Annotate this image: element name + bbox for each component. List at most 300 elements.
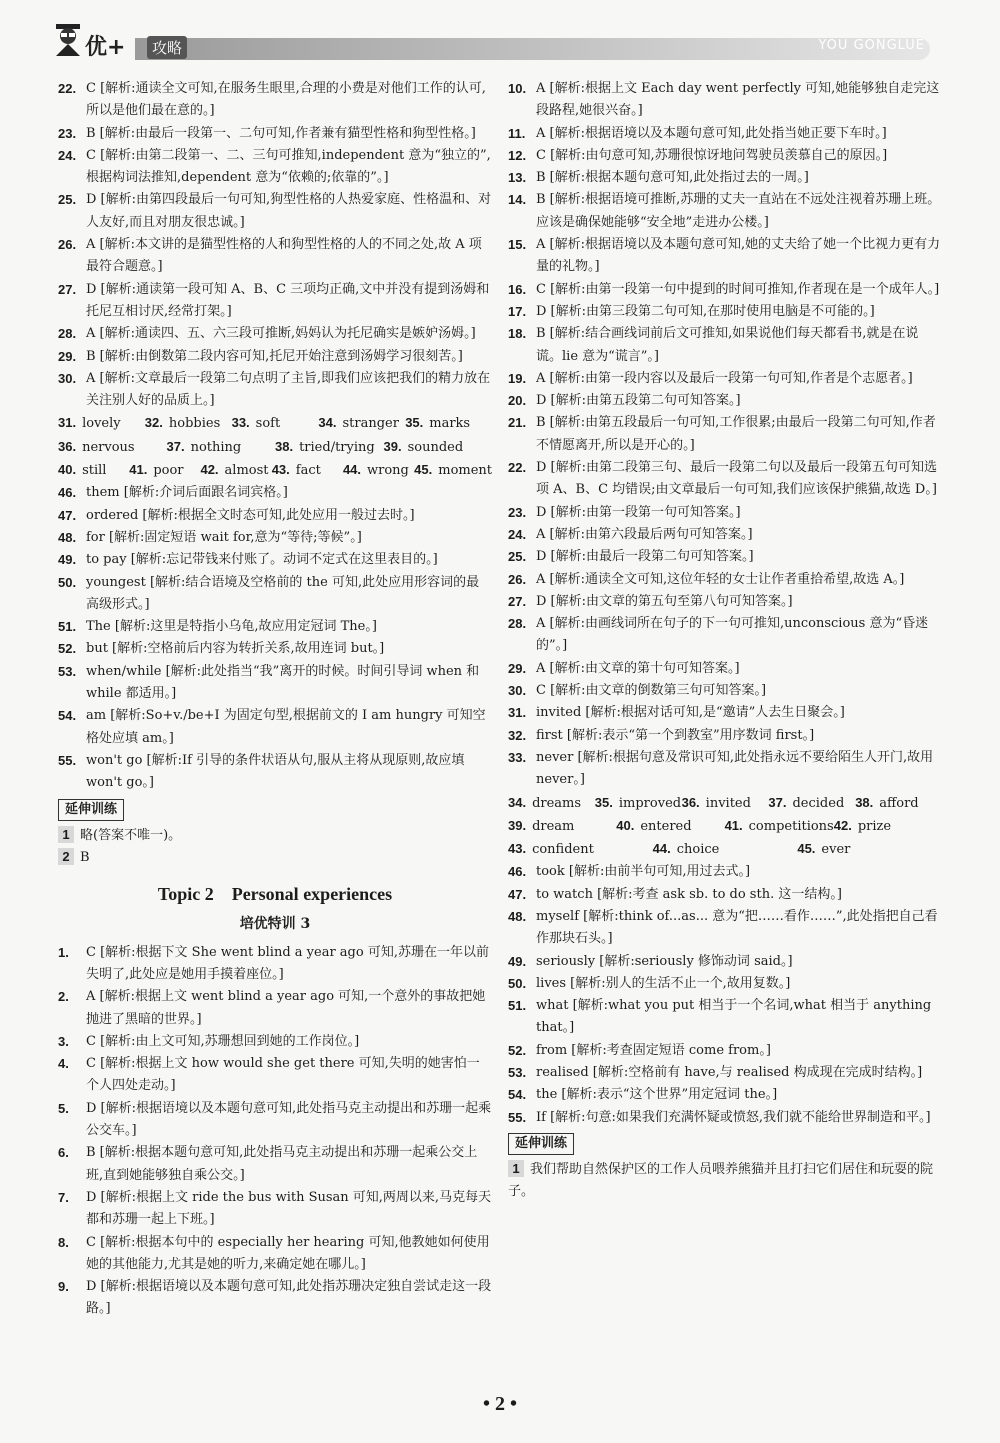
word-cell xyxy=(275,436,384,459)
word-row xyxy=(58,459,492,482)
answer-number: 15. xyxy=(508,237,527,253)
answer-text: D [解析:根据上文 ride the bus with Susan 可知,两周以来,马克每天都和苏珊一起上下班。] xyxy=(86,1189,492,1228)
word-cell xyxy=(595,792,682,815)
answer-item xyxy=(508,725,942,747)
word-value: lovely xyxy=(82,416,121,432)
word-value: tried/trying xyxy=(299,439,375,455)
word-value: wrong xyxy=(367,463,409,479)
word-number: 31. xyxy=(58,415,77,431)
word-number: 36. xyxy=(681,794,700,810)
answer-number: 31. xyxy=(508,705,527,721)
answer-item xyxy=(58,279,492,324)
answer-number: 22. xyxy=(508,460,527,476)
answer-number: 25. xyxy=(508,549,527,565)
answer-text: D [解析:由第一段第一句可知答案。] xyxy=(536,504,741,520)
answer-item xyxy=(508,1062,942,1084)
answer-text: from [解析:考查固定短语 come from。] xyxy=(536,1042,771,1058)
word-number: 33. xyxy=(231,415,250,431)
answer-text: B [解析:根据本题句意可知,此处指马克主动提出和苏珊一起乘公交上班,直到她能够独自乘公交。] xyxy=(86,1145,478,1183)
answer-text: B [解析:根据语境可推断,苏珊的丈夫一直站在不远处注视着苏珊上班。应该是确保她能够“安全地”走进办公楼。] xyxy=(536,192,941,230)
word-value: dream xyxy=(532,818,575,834)
answer-text: C [解析:通读全文可知,在服务生眼里,合理的小费是对他们工作的认可,所以是他们最在意的。] xyxy=(86,81,486,119)
answer-number: 21. xyxy=(508,415,527,431)
answer-text: C [解析:由第一段第一句中提到的时间可推知,作者现在是一个成年人。] xyxy=(536,281,940,297)
answer-number: 47. xyxy=(58,507,77,523)
word-row xyxy=(508,838,942,861)
answer-number: 24. xyxy=(508,526,527,542)
answer-item xyxy=(508,951,942,973)
answer-text: took [解析:由前半句可知,用过去式。] xyxy=(536,864,751,880)
answer-number: 28. xyxy=(58,326,77,342)
answer-item xyxy=(58,1098,492,1143)
answer-text: lives [解析:别人的生活不止一个,故用复数。] xyxy=(536,975,791,991)
answer-text: D [解析:由第四段最后一句可知,狗型性格的人热爱家庭、性格温和、对人友好,而且对朋友很忠诚。] xyxy=(86,192,492,230)
answer-number: 30. xyxy=(508,683,527,699)
answer-item xyxy=(58,1232,492,1277)
answer-number: 32. xyxy=(508,727,527,743)
answer-number: 54. xyxy=(508,1087,527,1103)
word-number: 32. xyxy=(144,415,163,431)
answer-number: 1. xyxy=(58,944,69,960)
extension-list-1 xyxy=(58,825,492,870)
answer-number: 26. xyxy=(58,237,77,253)
answer-list-5 xyxy=(508,861,942,1129)
answer-text: first [解析:表示“第一个到教室”用序数词 first。] xyxy=(536,727,815,743)
answer-number: 52. xyxy=(508,1042,527,1058)
answer-number: 23. xyxy=(58,125,77,141)
answer-text: C [解析:由上文可知,苏珊想回到她的工作岗位。] xyxy=(86,1033,360,1049)
answer-number: 17. xyxy=(508,303,527,319)
answer-item xyxy=(58,189,492,234)
brand-title: 优+ xyxy=(85,35,126,60)
word-number: 37. xyxy=(768,794,787,810)
word-value: dreams xyxy=(532,795,582,811)
word-cell xyxy=(318,412,405,435)
word-value: hobbies xyxy=(168,416,221,432)
answer-item xyxy=(508,167,942,189)
answer-text: B [解析:根据本题句意可知,此处指过去的一周。] xyxy=(536,170,809,186)
word-value: invited xyxy=(705,795,751,811)
answer-item xyxy=(58,750,492,795)
word-cell xyxy=(405,412,492,435)
answer-number: 13. xyxy=(508,170,527,186)
answer-number: 18. xyxy=(508,326,527,342)
word-number: 40. xyxy=(58,462,77,478)
answer-text: The [解析:这里是特指小乌龟,故应用定冠词 The。] xyxy=(86,619,377,635)
mascot-icon xyxy=(50,18,86,58)
word-number: 37. xyxy=(166,438,185,454)
answer-item xyxy=(508,412,942,457)
extension-text: B xyxy=(80,849,90,865)
word-number: 38. xyxy=(275,438,294,454)
answer-item xyxy=(58,527,492,549)
word-row xyxy=(508,792,942,815)
answer-item xyxy=(58,572,492,617)
answer-text: invited [解析:根据对话可知,是“邀请”人去生日聚会。] xyxy=(536,705,845,721)
answer-text: A [解析:根据语境以及本题句意可知,她的丈夫给了她一个比视力更有力量的礼物。] xyxy=(536,237,941,275)
answer-item xyxy=(508,658,942,680)
answer-text: D [解析:由最后一段第二句可知答案。] xyxy=(536,549,754,565)
word-number: 41. xyxy=(724,817,743,833)
word-cell xyxy=(58,436,167,459)
answer-item xyxy=(58,549,492,571)
answer-text: but [解析:空格前后内容为转折关系,故用连词 but。] xyxy=(86,641,385,657)
extension-item xyxy=(508,1159,942,1204)
answer-number: 9. xyxy=(58,1279,69,1295)
extension-number: 1 xyxy=(58,826,74,843)
answer-text: A [解析:由第一段内容以及最后一段第一句可知,作者是个志愿者。] xyxy=(536,370,913,386)
answer-text: B [解析:由倒数第二段内容可知,托尼开始注意到汤姆学习很刻苦。] xyxy=(86,348,463,364)
extension-heading-1: 延伸训练 xyxy=(58,799,124,821)
right-column xyxy=(508,78,942,1204)
word-cell xyxy=(725,815,834,838)
answer-number: 16. xyxy=(508,281,527,297)
answer-number: 29. xyxy=(58,348,77,364)
answer-number: 23. xyxy=(508,504,527,520)
answer-text: D [解析:由第三段第二句可知,在那时使用电脑是不可能的。] xyxy=(536,303,875,319)
word-number: 38. xyxy=(855,794,874,810)
answer-item xyxy=(58,1031,492,1053)
word-value: entered xyxy=(640,818,692,834)
answer-item xyxy=(508,524,942,546)
answer-item xyxy=(508,884,942,906)
answer-text: myself [解析:think of...as... 意为“把……看作……”,此处指把自己看作那块石头。] xyxy=(536,908,938,947)
answer-number: 3. xyxy=(58,1033,69,1049)
answer-item xyxy=(58,1053,492,1098)
answer-text: A [解析:通读四、五、六三段可推断,妈妈认为托尼确实是嫉妒汤姆。] xyxy=(86,326,476,342)
answer-number: 24. xyxy=(58,147,77,163)
left-column xyxy=(58,78,492,1321)
answer-item xyxy=(58,1276,492,1321)
answer-text: A [解析:根据上文 went blind a year ago 可知,一个意外的事故把她抛进了黑暗的世界。] xyxy=(86,989,486,1027)
word-value: poor xyxy=(153,463,184,479)
answer-item xyxy=(508,301,942,323)
answer-text: A [解析:由画线词所在句子的下一句可推知,unconscious 意为“昏迷的”。] xyxy=(536,616,929,654)
word-number: 43. xyxy=(271,462,290,478)
answer-number: 33. xyxy=(508,749,527,765)
answer-item xyxy=(508,680,942,702)
answer-text: D [解析:由第五段第二句可知答案。] xyxy=(536,393,741,409)
answer-item xyxy=(58,986,492,1031)
word-value: almost xyxy=(224,463,269,479)
word-value: ever xyxy=(821,842,851,858)
extension-item xyxy=(58,847,492,869)
answer-item xyxy=(508,189,942,234)
answer-number: 5. xyxy=(58,1100,69,1116)
answer-number: 53. xyxy=(58,663,77,679)
answer-number: 29. xyxy=(508,660,527,676)
word-cell xyxy=(682,792,769,815)
answer-item xyxy=(508,390,942,412)
answer-text: to watch [解析:考查 ask sb. to do sth. 这一结构。] xyxy=(536,886,842,902)
word-number: 42. xyxy=(200,462,219,478)
word-value: moment xyxy=(438,463,493,479)
answer-item xyxy=(58,505,492,527)
answer-text: C [解析:根据下文 She went blind a year ago 可知,苏珊在一年以前失明了,此处应是她用手摸着座位。] xyxy=(86,944,489,982)
answer-text: seriously [解析:seriously 修饰动词 said。] xyxy=(536,953,793,969)
answer-number: 6. xyxy=(58,1145,69,1161)
answer-item xyxy=(58,1187,492,1232)
answer-item xyxy=(508,323,942,368)
answer-item xyxy=(58,346,492,368)
answer-item xyxy=(508,546,942,568)
answer-text: B [解析:由第五段最后一句可知,工作很累;由最后一段第二句可知,作者不情愿离开,所以是开心的。] xyxy=(536,415,936,453)
answer-item xyxy=(508,78,942,123)
answer-text: am [解析:So+v./be+I 为固定句型,根据前文的 I am hungry 可知空格处应填 am。] xyxy=(86,708,486,746)
answer-item xyxy=(508,569,942,591)
answer-item xyxy=(508,906,942,951)
word-number: 36. xyxy=(58,438,77,454)
answer-item xyxy=(58,942,492,987)
word-cell xyxy=(855,792,942,815)
extension-text: 我们帮助自然保护区的工作人员喂养熊猫并且打扫它们居住和玩耍的院子。 xyxy=(508,1161,934,1200)
answer-number: 52. xyxy=(58,641,77,657)
answer-number: 51. xyxy=(508,998,527,1014)
answer-text: youngest [解析:结合语境及空格前的 the 可知,此处应用形容词的最高级形式。] xyxy=(86,574,480,612)
answer-item xyxy=(58,234,492,279)
extension-number: 2 xyxy=(58,848,74,865)
answer-number: 28. xyxy=(508,616,527,632)
answer-text: what [解析:what you put 相当于一个名词,what 相当于 anything that。] xyxy=(536,998,932,1036)
answer-item xyxy=(508,123,942,145)
answer-text: If [解析:句意:如果我们充满怀疑或愤怒,我们就不能给世界制造和平。] xyxy=(536,1109,931,1125)
answer-number: 49. xyxy=(508,953,527,969)
answer-item xyxy=(58,616,492,638)
word-row xyxy=(508,815,942,838)
word-answers-2 xyxy=(508,792,942,862)
answer-text: A [解析:由第六段最后两句可知答案。] xyxy=(536,526,753,542)
word-value: fact xyxy=(295,463,321,479)
answer-item xyxy=(508,502,942,524)
answer-text: D [解析:根据语境以及本题句意可知,此处指苏珊决定独自尝试走这一段路。] xyxy=(86,1279,492,1317)
topic-title: Topic 2 Personal experiences xyxy=(157,884,393,905)
answer-number: 2. xyxy=(58,989,69,1005)
answer-item xyxy=(508,591,942,613)
answer-text: never [解析:根据句意及常识可知,此处指永远不要给陌生人开门,故用 never。] xyxy=(536,749,934,788)
word-cell xyxy=(508,792,595,815)
word-number: 34. xyxy=(508,794,527,810)
answer-list-2 xyxy=(58,482,492,794)
extension-heading-2: 延伸训练 xyxy=(508,1133,574,1155)
answer-number: 46. xyxy=(58,485,77,501)
section-subtitle: 培优特训 3 xyxy=(239,916,311,933)
word-number: 35. xyxy=(405,415,424,431)
answer-item xyxy=(508,1107,942,1129)
answer-number: 55. xyxy=(58,752,77,768)
word-value: decided xyxy=(792,795,845,811)
answer-number: 19. xyxy=(508,370,527,386)
word-cell xyxy=(384,436,493,459)
word-value: nothing xyxy=(190,439,242,455)
answer-item xyxy=(58,145,492,190)
word-value: still xyxy=(82,463,107,479)
answer-list-4 xyxy=(508,78,942,792)
answer-number: 7. xyxy=(58,1189,69,1205)
word-number: 39. xyxy=(508,817,527,833)
answer-number: 53. xyxy=(508,1065,527,1081)
word-number: 45. xyxy=(797,841,816,857)
answer-item xyxy=(58,638,492,660)
answer-item xyxy=(508,457,942,502)
word-cell xyxy=(58,412,145,435)
answer-text: the [解析:表示“这个世界”用定冠词 the。] xyxy=(536,1087,778,1103)
word-value: afford xyxy=(879,795,919,811)
answer-text: C [解析:由文章的倒数第三句可知答案。] xyxy=(536,683,767,699)
word-number: 41. xyxy=(129,462,148,478)
word-value: choice xyxy=(676,842,720,858)
answer-number: 46. xyxy=(508,864,527,880)
answer-text: when/while [解析:此处指当“我”离开的时候。时间引导词 when 和 while 都适用。] xyxy=(86,663,480,702)
answer-text: C [解析:由句意可知,苏珊很惊讶地问驾驶员羡慕自己的原因。] xyxy=(536,147,888,163)
word-number: 39. xyxy=(383,438,402,454)
word-cell xyxy=(145,412,232,435)
answer-item xyxy=(58,705,492,750)
word-value: stranger xyxy=(342,416,399,432)
word-cell xyxy=(653,838,798,861)
answer-item xyxy=(508,279,942,301)
answer-item xyxy=(508,995,942,1040)
answer-item xyxy=(508,1040,942,1062)
answer-item xyxy=(58,123,492,145)
answer-number: 50. xyxy=(58,574,77,590)
word-cell xyxy=(414,459,492,482)
word-cell xyxy=(58,459,129,482)
word-cell xyxy=(343,459,414,482)
answer-text: to pay [解析:忘记带钱来付账了。动词不定式在这里表目的。] xyxy=(86,552,438,568)
answer-item xyxy=(508,368,942,390)
answer-number: 25. xyxy=(58,192,77,208)
answer-number: 12. xyxy=(508,147,527,163)
word-value: marks xyxy=(429,416,471,432)
answer-text: C [解析:根据本句中的 especially her hearing 可知,他教她如何使用她的其他能力,尤其是她的听力,来确定她在哪儿。] xyxy=(86,1234,490,1272)
answer-number: 8. xyxy=(58,1234,69,1250)
answer-text: C [解析:根据上文 how would she get there 可知,失明的她害怕一个人四处走动。] xyxy=(86,1056,480,1094)
answer-text: A [解析:根据语境以及本题句意可知,此处指当她正要下车时。] xyxy=(536,125,887,141)
extension-text: 略(答案不唯一)。 xyxy=(80,827,182,843)
answer-number: 4. xyxy=(58,1056,69,1072)
answer-text: D [解析:通读第一段可知 A、B、C 三项均正确,文中并没有提到汤姆和托尼互相讨厌,经常打架。] xyxy=(86,281,490,319)
word-value: prize xyxy=(857,818,892,834)
word-number: 43. xyxy=(508,841,527,857)
answer-text: A [解析:根据上文 Each day went perfectly 可知,她能够独自走完这段路程,她很兴奋。] xyxy=(536,81,940,119)
answer-item xyxy=(508,613,942,658)
answer-text: C [解析:由第二段第一、二、三句可推知,independent 意为“独立的”,根据构词法推知,dependent 意为“依赖的;依靠的”。] xyxy=(86,147,491,186)
word-row xyxy=(58,436,492,459)
answer-number: 26. xyxy=(508,571,527,587)
answer-item xyxy=(508,747,942,792)
answer-list-1 xyxy=(58,78,492,412)
word-value: competitions xyxy=(748,818,834,834)
answer-number: 22. xyxy=(58,81,77,96)
answer-item xyxy=(58,1142,492,1187)
answer-text: D [解析:由文章的第五句至第八句可知答案。] xyxy=(536,593,793,609)
answer-item xyxy=(58,368,492,413)
answer-number: 48. xyxy=(508,908,527,924)
word-cell xyxy=(200,459,271,482)
answer-item xyxy=(508,702,942,724)
word-cell xyxy=(768,792,855,815)
answer-text: B [解析:由最后一段第一、二句可知,作者兼有猫型性格和狗型性格。] xyxy=(86,125,476,141)
word-row xyxy=(58,412,492,435)
word-answers-1 xyxy=(58,412,492,482)
answer-item xyxy=(58,78,492,123)
word-cell xyxy=(834,815,942,838)
answer-text: ordered [解析:根据全文时态可知,此处应用一般过去时。] xyxy=(86,507,415,523)
word-number: 35. xyxy=(594,794,613,810)
extension-item xyxy=(58,825,492,847)
answer-text: A [解析:本文讲的是猫型性格的人和狗型性格的人的不同之处,故 A 项最符合题意。] xyxy=(86,237,482,275)
word-cell xyxy=(167,436,276,459)
answer-number: 27. xyxy=(508,593,527,609)
brand-pinyin: YOU GONGLUE xyxy=(818,38,925,53)
answer-item xyxy=(508,973,942,995)
answer-number: 49. xyxy=(58,552,77,568)
word-value: soft xyxy=(255,416,281,432)
answer-item xyxy=(58,661,492,706)
word-number: 34. xyxy=(318,415,337,431)
word-value: sounded xyxy=(407,439,464,455)
word-cell xyxy=(616,815,724,838)
word-cell xyxy=(272,459,343,482)
answer-item xyxy=(508,234,942,279)
answer-text: won't go [解析:If 引导的条件状语从句,服从主将从现原则,故应填 won't go。] xyxy=(86,752,465,791)
answer-item xyxy=(508,145,942,167)
word-number: 40. xyxy=(616,817,635,833)
word-number: 44. xyxy=(652,841,671,857)
answer-text: D [解析:由第二段第三句、最后一段第二句以及最后一段第五句可知选项 A、B、C 均错误;由文章最后一句可知,我们应该保护熊猫,故选 D。] xyxy=(536,460,938,498)
answer-text: D [解析:根据语境以及本题句意可知,此处指马克主动提出和苏珊一起乘公交车。] xyxy=(86,1100,492,1139)
answer-text: A [解析:文章最后一段第二句点明了主旨,即我们应该把我们的精力放在关注别人好的品质上。] xyxy=(86,370,491,409)
extension-list-2 xyxy=(508,1159,942,1204)
answer-number: 20. xyxy=(508,393,527,409)
word-cell xyxy=(129,459,200,482)
answer-text: A [解析:由文章的第十句可知答案。] xyxy=(536,660,740,676)
answer-text: realised [解析:空格前有 have,与 realised 构成现在完成时结构。] xyxy=(536,1065,923,1081)
word-value: nervous xyxy=(82,439,135,455)
answer-number: 10. xyxy=(508,81,527,96)
word-number: 45. xyxy=(414,462,433,478)
answer-number: 14. xyxy=(508,192,527,208)
answer-number: 30. xyxy=(58,370,77,386)
word-value: confident xyxy=(532,842,594,858)
extension-number: 1 xyxy=(508,1160,524,1177)
answer-item xyxy=(58,482,492,504)
word-cell xyxy=(797,838,942,861)
answer-text: A [解析:通读全文可知,这位年轻的女士让作者重拾希望,故选 A。] xyxy=(536,571,905,587)
answer-text: them [解析:介词后面跟名词宾格。] xyxy=(86,485,288,501)
word-cell xyxy=(508,815,616,838)
answer-item xyxy=(58,323,492,345)
page-number: • 2 • xyxy=(482,1393,517,1415)
word-number: 42. xyxy=(833,817,852,833)
answer-number: 48. xyxy=(58,529,77,545)
answer-number: 55. xyxy=(508,1109,527,1125)
answer-number: 54. xyxy=(58,708,77,724)
answer-number: 11. xyxy=(508,125,526,141)
word-cell xyxy=(508,838,653,861)
answer-number: 27. xyxy=(58,281,77,297)
answer-text: for [解析:固定短语 wait for,意为“等待;等候”。] xyxy=(86,529,362,545)
word-value: improved xyxy=(618,795,682,811)
answer-number: 51. xyxy=(58,619,77,635)
header-band xyxy=(135,38,930,60)
answer-item xyxy=(508,861,942,883)
word-cell xyxy=(232,412,319,435)
word-number: 44. xyxy=(342,462,362,478)
answer-number: 50. xyxy=(508,975,527,991)
answer-list-3 xyxy=(58,942,492,1321)
answer-item xyxy=(508,1084,942,1106)
